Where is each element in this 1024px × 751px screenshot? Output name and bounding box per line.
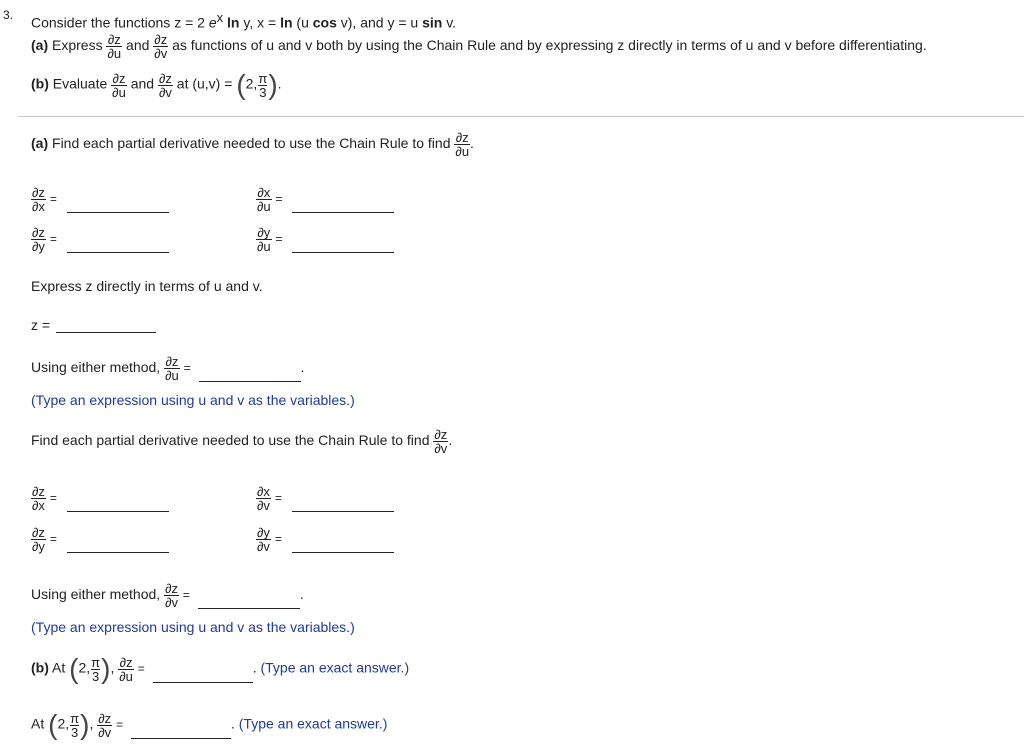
intro-prefix: Consider the functions z = 2 bbox=[31, 14, 205, 31]
express-word: Express bbox=[52, 37, 103, 54]
z-equals-label: z = bbox=[31, 317, 51, 333]
dz-du-final-input[interactable] bbox=[199, 367, 301, 382]
dz-du-fraction: $\frac{\partial z}{\partial u}$ bbox=[455, 130, 470, 159]
part-b-dv-row: At (2, $\frac{\pi}{3}$ ), $\frac{\partial z}{\partial v}$ = . (Type an exact answer.) bbox=[31, 709, 388, 740]
find-du-heading: (a) Find each partial derivative needed to use the Chain Rule to find $\frac{\partial z}{\partial u}$ . bbox=[31, 130, 474, 159]
pi-over-3: $\frac{\pi}{3}$ bbox=[70, 710, 80, 740]
intro-v-close: v), and y = u bbox=[340, 14, 419, 31]
part-a-instructions bbox=[31, 33, 927, 60]
dx-du-row: $\frac{\partial x}{\partial u}$ = bbox=[256, 186, 394, 213]
dz-dy-fraction: $\frac{\partial z}{\partial y}$ bbox=[32, 225, 45, 254]
dz-dv-fraction: $\frac{\partial z}{\partial v}$ bbox=[434, 427, 448, 456]
find-dv-heading: Find each partial derivative needed to use the Chain Rule to find $\frac{\partial z}{\partial v}$ . bbox=[31, 427, 453, 456]
dz-dy-row: $\frac{\partial z}{\partial y}$ = bbox=[31, 226, 169, 253]
express-direct-text: Express z directly in terms of u and v. bbox=[31, 278, 263, 294]
find-du-text: Find each partial derivative needed to use the Chain Rule to find bbox=[52, 135, 451, 152]
using-either-du-row: Using either method, $\frac{\partial z}{\partial u}$ = . bbox=[31, 354, 305, 383]
cos-label: cos bbox=[312, 14, 337, 31]
using-either-dv-row: Using either method, $\frac{\partial z}{\partial v}$ = . bbox=[31, 581, 304, 610]
dz-du-fraction: $\frac{\partial z}{\partial u}$ bbox=[119, 654, 133, 684]
dx-dv-row: $\frac{\partial x}{\partial v}$ = bbox=[256, 485, 394, 512]
dz-dv-fraction: $\frac{\partial z}{\partial v}$ bbox=[165, 581, 179, 610]
section-divider bbox=[18, 116, 1024, 117]
dz-du-fraction: $\frac{\partial z}{\partial u}$ bbox=[165, 354, 179, 383]
dx-dv-fraction: $\frac{\partial x}{\partial v}$ bbox=[257, 484, 270, 513]
dz-dv-fraction: $\frac{\partial z}{\partial v}$ bbox=[154, 32, 168, 61]
part-b-du-row: (b) At (2, $\frac{\pi}{3}$ ), $\frac{\partial z}{\partial u}$ = . (Type an exact answer.) bbox=[31, 653, 410, 684]
part-a-rest: as functions of u and v both by using the Chain Rule and by expressing z directly in terms of u and v before differentiating. bbox=[172, 37, 927, 54]
intro-y: y, x = bbox=[243, 14, 277, 31]
evaluate-word: Evaluate bbox=[52, 75, 108, 92]
section-b-label: (b) bbox=[31, 659, 49, 676]
dz-du-fraction: $\frac{\partial z}{\partial u}$ bbox=[112, 70, 126, 100]
pi-over-3: $\frac{\pi}{3}$ bbox=[258, 70, 268, 100]
dz-du-fraction: $\frac{\partial z}{\partial u}$ bbox=[107, 32, 122, 61]
sin-label: sin bbox=[422, 14, 443, 31]
dz-dv-final-input[interactable] bbox=[198, 594, 300, 609]
question-number: 3. bbox=[3, 8, 14, 22]
hint-du: (Type an expression using u and v as the variables.) bbox=[31, 392, 355, 408]
hint-dv: (Type an expression using u and v as the variables.) bbox=[31, 619, 355, 635]
intro-end: v. bbox=[446, 14, 457, 31]
section-a-label: (a) bbox=[31, 135, 49, 152]
dx-dv-answer-input[interactable] bbox=[292, 497, 394, 512]
dz-dv-fraction: $\frac{\partial z}{\partial v}$ bbox=[158, 70, 172, 100]
intro-u-open: (u bbox=[296, 14, 309, 31]
dy-du-row: $\frac{\partial y}{\partial u}$ = bbox=[256, 226, 394, 253]
dy-du-fraction: $\frac{\partial y}{\partial u}$ bbox=[257, 225, 271, 254]
part-b-du-input[interactable] bbox=[153, 668, 253, 683]
dz-dx-fraction: $\frac{\partial z}{\partial x}$ bbox=[32, 484, 45, 513]
dz-dy-fraction: $\frac{\partial z}{\partial y}$ bbox=[32, 525, 45, 554]
dx-du-fraction: $\frac{\partial x}{\partial u}$ bbox=[257, 185, 271, 214]
dz-dx-answer-input-2[interactable] bbox=[67, 497, 169, 512]
dz-dy-answer-input[interactable] bbox=[67, 238, 169, 253]
and-word: and bbox=[130, 75, 155, 92]
dz-dy-answer-input-2[interactable] bbox=[67, 538, 169, 553]
find-dv-text: Find each partial derivative needed to use the Chain Rule to find bbox=[31, 432, 430, 449]
pi-over-3: $\frac{\pi}{3}$ bbox=[91, 654, 101, 684]
dz-dy-row-2: $\frac{\partial z}{\partial y}$ = bbox=[31, 526, 169, 553]
dz-dx-row: $\frac{\partial z}{\partial x}$ = bbox=[31, 186, 169, 213]
e-symbol: e bbox=[208, 14, 217, 31]
x-exponent: x bbox=[216, 10, 224, 25]
dy-dv-answer-input[interactable] bbox=[292, 538, 394, 553]
z-equals-row bbox=[31, 317, 156, 333]
using-either-label: Using either method, bbox=[31, 586, 161, 603]
and-word: and bbox=[126, 37, 150, 54]
dx-du-answer-input[interactable] bbox=[292, 198, 394, 213]
exact-answer-hint-du: (Type an exact answer.) bbox=[260, 659, 410, 676]
part-b-instructions: (b) Evaluate $\frac{\partial z}{\partial u}$ and $\frac{\partial z}{\partial v}$ at (u,v) = (2, $\frac{\pi}{3}$ ). bbox=[31, 69, 282, 100]
dz-dv-fraction: $\frac{\partial z}{\partial v}$ bbox=[98, 710, 112, 740]
dy-dv-row: $\frac{\partial y}{\partial v}$ = bbox=[256, 526, 394, 553]
dy-dv-fraction: $\frac{\partial y}{\partial v}$ bbox=[257, 525, 270, 554]
at-point: at (u,v) = bbox=[176, 75, 233, 92]
dz-dx-answer-input[interactable] bbox=[67, 198, 169, 213]
part-a-label: (a) bbox=[31, 37, 49, 54]
using-either-label: Using either method, bbox=[31, 359, 161, 376]
part-b-dv-input[interactable] bbox=[131, 724, 231, 739]
ln-label: ln bbox=[227, 14, 240, 31]
question-intro bbox=[31, 10, 456, 31]
z-expression-input[interactable] bbox=[56, 318, 156, 333]
dy-du-answer-input[interactable] bbox=[292, 238, 394, 253]
dz-dx-row-2: $\frac{\partial z}{\partial x}$ = bbox=[31, 485, 169, 512]
exact-answer-hint-dv: (Type an exact answer.) bbox=[238, 715, 388, 732]
ln-label-2: ln bbox=[280, 14, 293, 31]
part-b-label: (b) bbox=[31, 75, 49, 92]
dz-dx-fraction: $\frac{\partial z}{\partial x}$ bbox=[32, 185, 45, 214]
